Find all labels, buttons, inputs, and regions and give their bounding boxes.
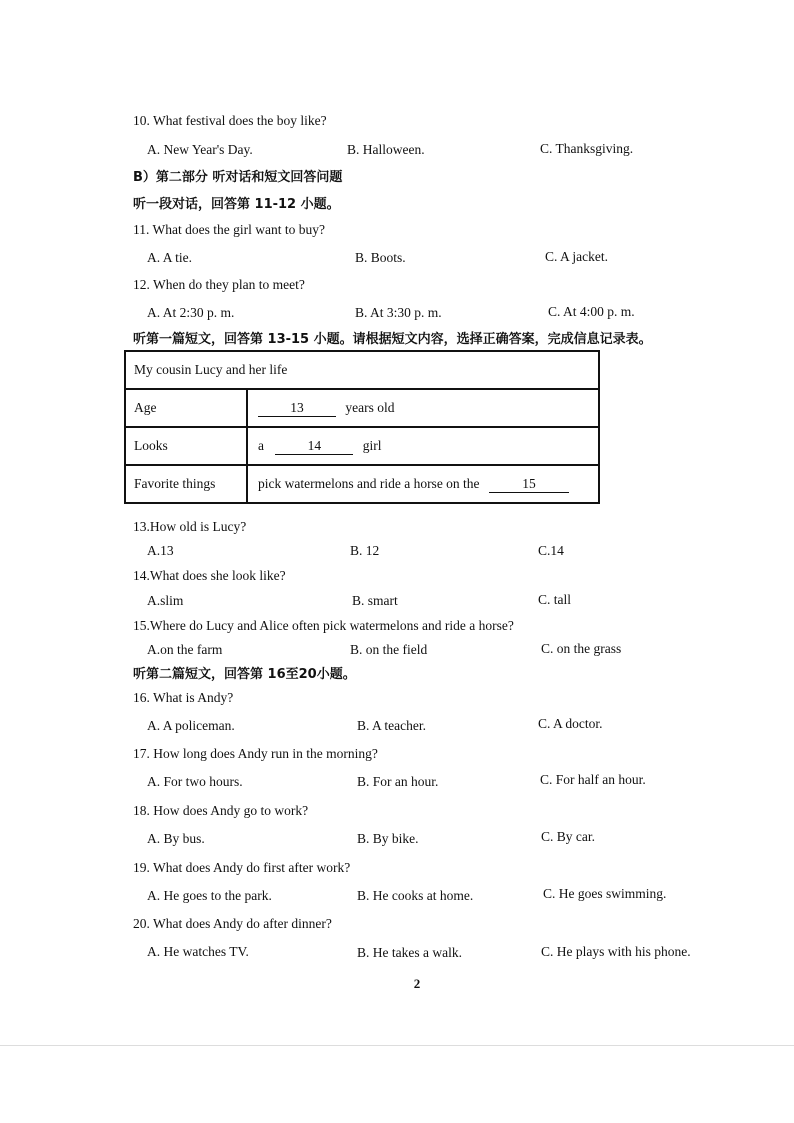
question-14: 14.What does she look like? [133,568,286,583]
table-row-age [125,389,599,427]
q12-option-a: A. At 2:30 p. m. [147,305,235,320]
q14-option-b: B. smart [352,593,398,608]
q13-option-b: B. 12 [350,543,380,558]
question-13: 13.How old is Lucy? [133,519,247,534]
page-number: 2 [413,976,421,991]
instruction-16-20: 听第二篇短文，回答第 16至20小题。 [133,667,356,682]
q20-option-a: A. He watches TV. [147,944,249,959]
q15-option-a: A.on the farm [147,642,223,657]
age-suffix: years old [345,399,395,415]
row-content-age [247,389,599,427]
blank-13: 13 [258,400,336,417]
looks-prefix: a [258,437,264,453]
q12-option-c: C. At 4:00 p. m. [548,304,635,319]
instruction-11-12: 听一段对话，回答第 11-12 小题。 [133,197,340,212]
table-row-favorite [125,465,599,503]
row-label-favorite: Favorite things [125,465,247,503]
question-16: 16. What is Andy? [133,690,234,705]
question-15: 15.Where do Lucy and Alice often pick watermelons and ride a horse? [133,618,514,633]
blank-15: 15 [489,476,569,493]
q12-option-b: B. At 3:30 p. m. [355,305,442,320]
row-label-age: Age [125,389,247,427]
q11-option-c: C. A jacket. [545,249,608,264]
q15-option-c: C. on the grass [541,641,622,656]
q19-option-a: A. He goes to the park. [147,888,272,903]
q17-option-c: C. For half an hour. [540,772,646,787]
question-11: 11. What does the girl want to buy? [133,222,325,237]
question-10: 10. What festival does the boy like? [133,113,327,128]
looks-suffix: girl [362,437,382,453]
bottom-divider [0,1045,794,1046]
table-title-row [125,351,599,389]
q13-option-c: C.14 [538,543,564,558]
q18-option-c: C. By car. [541,829,595,844]
question-12: 12. When do they plan to meet? [133,277,305,292]
q10-option-a: A. New Year's Day. [147,142,253,157]
q10-option-b: B. Halloween. [347,142,425,157]
q17-option-a: A. For two hours. [147,774,243,789]
q19-option-b: B. He cooks at home. [357,888,474,903]
question-20: 20. What does Andy do after dinner? [133,916,332,931]
row-content-favorite [247,465,599,503]
q11-option-a: A. A tie. [147,250,193,265]
table-title: My cousin Lucy and her life [125,351,599,389]
q17-option-b: B. For an hour. [357,774,439,789]
favorite-prefix: pick watermelons and ride a horse on the [258,475,480,491]
question-18: 18. How does Andy go to work? [133,803,309,818]
row-label-looks: Looks [125,427,247,465]
blank-14: 14 [275,438,353,455]
q14-option-a: A.slim [147,593,184,608]
table-row-looks [125,427,599,465]
instruction-13-15: 听第一篇短文，回答第 13-15 小题。请根据短文内容，选择正确答案，完成信息记录表。 [133,332,652,347]
q18-option-b: B. By bike. [357,831,419,846]
q16-option-a: A. A policeman. [147,718,235,733]
q16-option-b: B. A teacher. [357,718,426,733]
q16-option-c: C. A doctor. [538,716,603,731]
q20-option-b: B. He takes a walk. [357,945,462,960]
info-record-table [124,350,600,504]
q15-option-b: B. on the field [350,642,428,657]
q11-option-b: B. Boots. [355,250,406,265]
q20-option-c: C. He plays with his phone. [541,944,691,959]
q13-option-a: A.13 [147,543,174,558]
q19-option-c: C. He goes swimming. [543,886,667,901]
row-content-looks [247,427,599,465]
q10-option-c: C. Thanksgiving. [540,141,634,156]
part-b-heading: B）第二部分 听对话和短文回答问题 [133,170,343,185]
q14-option-c: C. tall [538,592,571,607]
question-19: 19. What does Andy do first after work? [133,860,351,875]
question-17: 17. How long does Andy run in the morning? [133,746,378,761]
q18-option-a: A. By bus. [147,831,205,846]
